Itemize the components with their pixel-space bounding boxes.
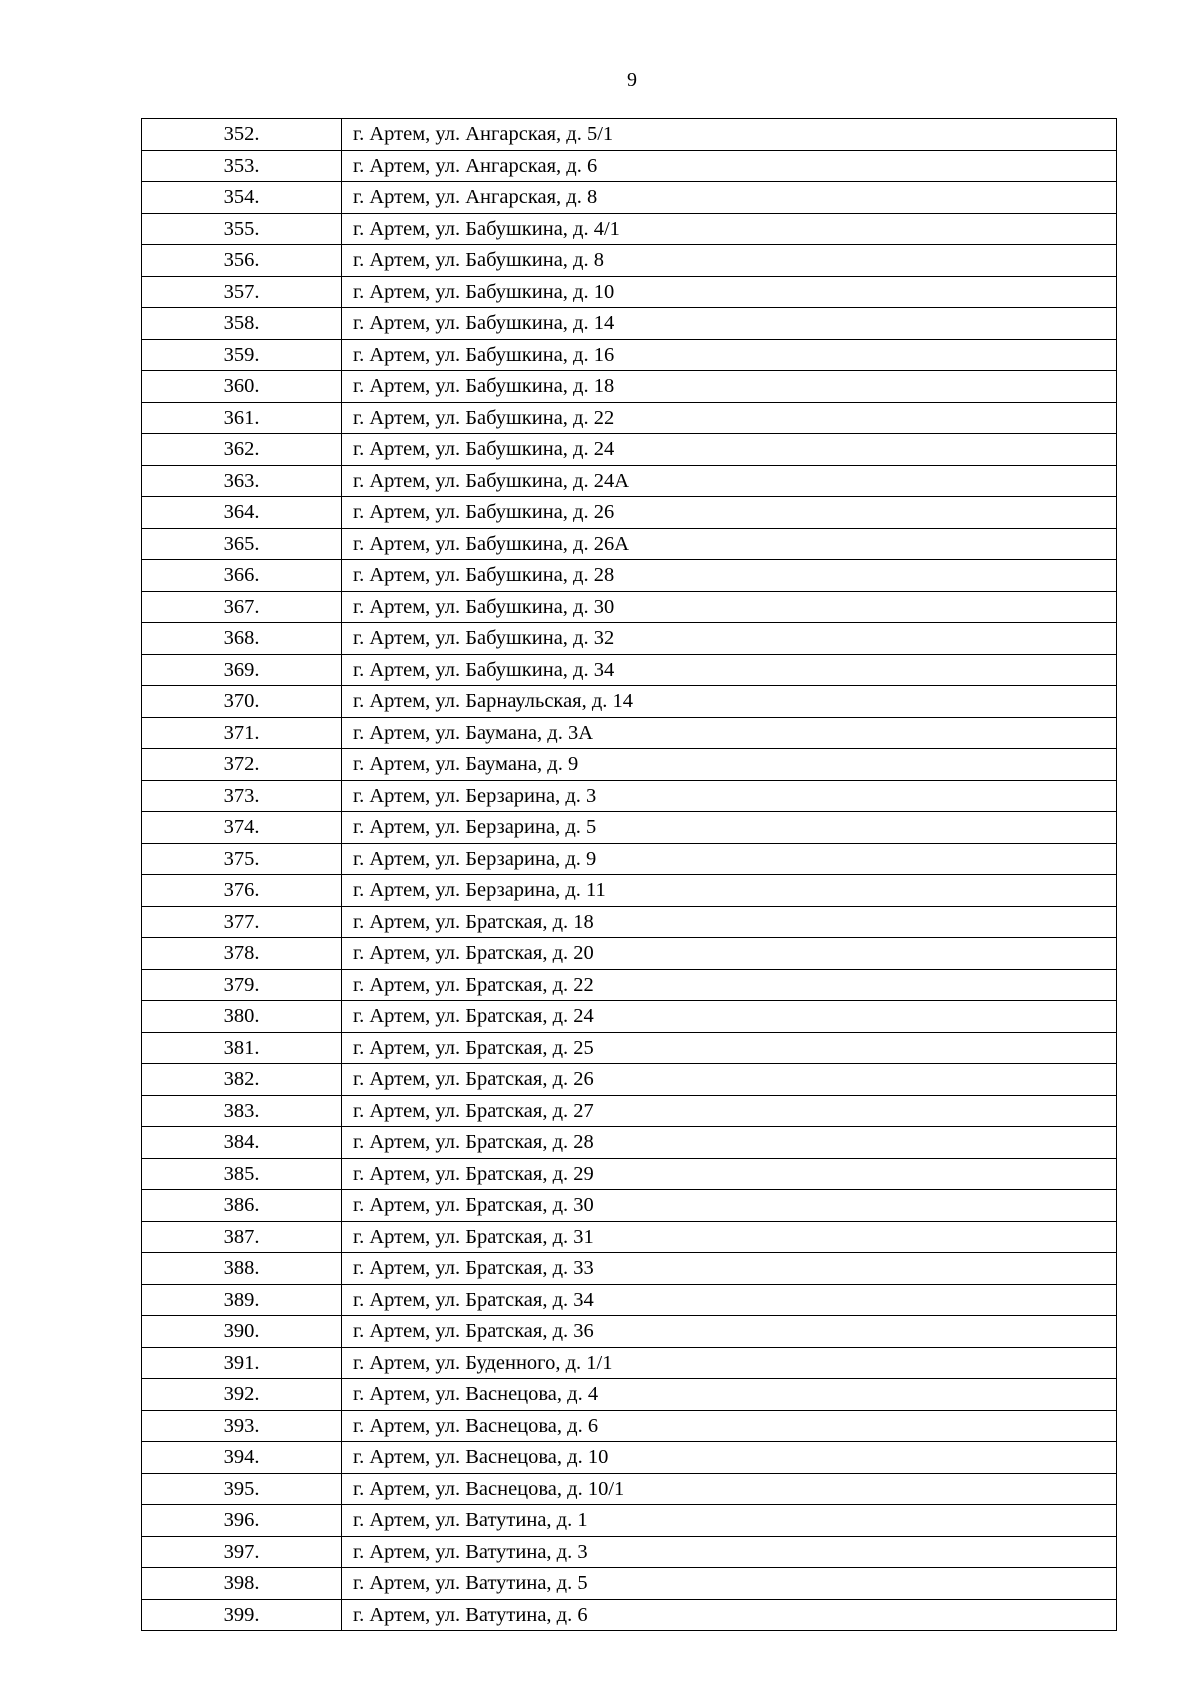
row-number: 375. — [142, 843, 342, 875]
table-row — [142, 591, 1117, 623]
row-number: 354. — [142, 182, 342, 214]
row-number: 352. — [142, 119, 342, 151]
table-row — [142, 528, 1117, 560]
table-row — [142, 402, 1117, 434]
row-address: г. Артем, ул. Бабушкина, д. 24 — [342, 434, 1117, 466]
table-row — [142, 1316, 1117, 1348]
table-row — [142, 276, 1117, 308]
row-address: г. Артем, ул. Ватутина, д. 1 — [342, 1505, 1117, 1537]
row-address: г. Артем, ул. Берзарина, д. 3 — [342, 780, 1117, 812]
row-number: 389. — [142, 1284, 342, 1316]
table-row — [142, 213, 1117, 245]
row-address: г. Артем, ул. Братская, д. 22 — [342, 969, 1117, 1001]
table-row — [142, 749, 1117, 781]
row-number: 365. — [142, 528, 342, 560]
row-number: 396. — [142, 1505, 342, 1537]
row-address: г. Артем, ул. Бабушкина, д. 26А — [342, 528, 1117, 560]
row-number: 376. — [142, 875, 342, 907]
row-address: г. Артем, ул. Бабушкина, д. 16 — [342, 339, 1117, 371]
table-row — [142, 1032, 1117, 1064]
row-number: 386. — [142, 1190, 342, 1222]
row-number: 355. — [142, 213, 342, 245]
row-number: 353. — [142, 150, 342, 182]
table-row — [142, 371, 1117, 403]
table-row — [142, 119, 1117, 151]
row-number: 391. — [142, 1347, 342, 1379]
table-row — [142, 1095, 1117, 1127]
row-address: г. Артем, ул. Васнецова, д. 10/1 — [342, 1473, 1117, 1505]
row-address: г. Артем, ул. Бабушкина, д. 28 — [342, 560, 1117, 592]
row-number: 372. — [142, 749, 342, 781]
row-address: г. Артем, ул. Братская, д. 31 — [342, 1221, 1117, 1253]
row-number: 392. — [142, 1379, 342, 1411]
row-number: 371. — [142, 717, 342, 749]
row-address: г. Артем, ул. Барнаульская, д. 14 — [342, 686, 1117, 718]
table-row — [142, 938, 1117, 970]
table-row — [142, 339, 1117, 371]
row-number: 397. — [142, 1536, 342, 1568]
table-row — [142, 1347, 1117, 1379]
row-number: 360. — [142, 371, 342, 403]
row-number: 382. — [142, 1064, 342, 1096]
table-row — [142, 843, 1117, 875]
table-row — [142, 875, 1117, 907]
row-address: г. Артем, ул. Братская, д. 36 — [342, 1316, 1117, 1348]
table-row — [142, 1253, 1117, 1285]
row-address: г. Артем, ул. Братская, д. 27 — [342, 1095, 1117, 1127]
table-row — [142, 560, 1117, 592]
row-address: г. Артем, ул. Братская, д. 24 — [342, 1001, 1117, 1033]
row-address: г. Артем, ул. Васнецова, д. 10 — [342, 1442, 1117, 1474]
table-row — [142, 1001, 1117, 1033]
row-number: 394. — [142, 1442, 342, 1474]
table-row — [142, 245, 1117, 277]
table-row — [142, 969, 1117, 1001]
row-address: г. Артем, ул. Бабушкина, д. 24А — [342, 465, 1117, 497]
row-address: г. Артем, ул. Братская, д. 26 — [342, 1064, 1117, 1096]
row-number: 362. — [142, 434, 342, 466]
row-address: г. Артем, ул. Берзарина, д. 5 — [342, 812, 1117, 844]
row-address: г. Артем, ул. Баумана, д. 9 — [342, 749, 1117, 781]
row-address: г. Артем, ул. Бабушкина, д. 18 — [342, 371, 1117, 403]
page-number: 9 — [627, 69, 637, 91]
row-number: 373. — [142, 780, 342, 812]
table-row — [142, 1379, 1117, 1411]
row-number: 361. — [142, 402, 342, 434]
row-number: 368. — [142, 623, 342, 655]
row-address: г. Артем, ул. Ватутина, д. 6 — [342, 1599, 1117, 1631]
table-row — [142, 1568, 1117, 1600]
table-row — [142, 1190, 1117, 1222]
table-row — [142, 150, 1117, 182]
row-number: 380. — [142, 1001, 342, 1033]
row-number: 390. — [142, 1316, 342, 1348]
row-number: 388. — [142, 1253, 342, 1285]
row-address: г. Артем, ул. Братская, д. 33 — [342, 1253, 1117, 1285]
row-address: г. Артем, ул. Васнецова, д. 6 — [342, 1410, 1117, 1442]
row-address: г. Артем, ул. Бабушкина, д. 14 — [342, 308, 1117, 340]
row-address: г. Артем, ул. Ангарская, д. 5/1 — [342, 119, 1117, 151]
row-number: 395. — [142, 1473, 342, 1505]
row-number: 383. — [142, 1095, 342, 1127]
row-address: г. Артем, ул. Васнецова, д. 4 — [342, 1379, 1117, 1411]
row-number: 356. — [142, 245, 342, 277]
row-address: г. Артем, ул. Братская, д. 28 — [342, 1127, 1117, 1159]
row-address: г. Артем, ул. Бабушкина, д. 34 — [342, 654, 1117, 686]
row-number: 369. — [142, 654, 342, 686]
row-address: г. Артем, ул. Бабушкина, д. 22 — [342, 402, 1117, 434]
table-row — [142, 182, 1117, 214]
table-row — [142, 1127, 1117, 1159]
table-row — [142, 812, 1117, 844]
table-row — [142, 1536, 1117, 1568]
row-address: г. Артем, ул. Ангарская, д. 6 — [342, 150, 1117, 182]
row-address: г. Артем, ул. Братская, д. 30 — [342, 1190, 1117, 1222]
row-address: г. Артем, ул. Бабушкина, д. 26 — [342, 497, 1117, 529]
row-address: г. Артем, ул. Братская, д. 29 — [342, 1158, 1117, 1190]
row-address: г. Артем, ул. Ангарская, д. 8 — [342, 182, 1117, 214]
table-row — [142, 654, 1117, 686]
row-address: г. Артем, ул. Братская, д. 34 — [342, 1284, 1117, 1316]
row-number: 393. — [142, 1410, 342, 1442]
table-row — [142, 780, 1117, 812]
row-number: 367. — [142, 591, 342, 623]
row-number: 385. — [142, 1158, 342, 1190]
row-number: 358. — [142, 308, 342, 340]
row-number: 363. — [142, 465, 342, 497]
table-row — [142, 434, 1117, 466]
table-row — [142, 623, 1117, 655]
row-number: 398. — [142, 1568, 342, 1600]
row-number: 370. — [142, 686, 342, 718]
row-number: 379. — [142, 969, 342, 1001]
row-number: 359. — [142, 339, 342, 371]
row-number: 381. — [142, 1032, 342, 1064]
table-row — [142, 1442, 1117, 1474]
row-address: г. Артем, ул. Бабушкина, д. 8 — [342, 245, 1117, 277]
table-row — [142, 308, 1117, 340]
row-address: г. Артем, ул. Ватутина, д. 5 — [342, 1568, 1117, 1600]
row-address: г. Артем, ул. Бабушкина, д. 32 — [342, 623, 1117, 655]
row-number: 377. — [142, 906, 342, 938]
row-number: 378. — [142, 938, 342, 970]
row-address: г. Артем, ул. Бабушкина, д. 10 — [342, 276, 1117, 308]
row-number: 366. — [142, 560, 342, 592]
row-number: 364. — [142, 497, 342, 529]
row-address: г. Артем, ул. Бабушкина, д. 30 — [342, 591, 1117, 623]
row-address: г. Артем, ул. Бабушкина, д. 4/1 — [342, 213, 1117, 245]
table-row — [142, 1064, 1117, 1096]
table-row — [142, 1410, 1117, 1442]
table-row — [142, 1599, 1117, 1631]
table-row — [142, 497, 1117, 529]
table-row — [142, 1284, 1117, 1316]
table-row — [142, 717, 1117, 749]
row-address: г. Артем, ул. Ватутина, д. 3 — [342, 1536, 1117, 1568]
row-number: 374. — [142, 812, 342, 844]
table-row — [142, 686, 1117, 718]
row-address: г. Артем, ул. Берзарина, д. 9 — [342, 843, 1117, 875]
row-number: 399. — [142, 1599, 342, 1631]
row-address: г. Артем, ул. Буденного, д. 1/1 — [342, 1347, 1117, 1379]
table-row — [142, 1221, 1117, 1253]
row-address: г. Артем, ул. Баумана, д. 3А — [342, 717, 1117, 749]
table-row — [142, 906, 1117, 938]
row-address: г. Артем, ул. Братская, д. 25 — [342, 1032, 1117, 1064]
address-table-body — [142, 119, 1117, 1631]
table-row — [142, 1505, 1117, 1537]
table-row — [142, 1473, 1117, 1505]
row-number: 384. — [142, 1127, 342, 1159]
table-row — [142, 465, 1117, 497]
row-address: г. Артем, ул. Берзарина, д. 11 — [342, 875, 1117, 907]
table-row — [142, 1158, 1117, 1190]
row-number: 357. — [142, 276, 342, 308]
row-number: 387. — [142, 1221, 342, 1253]
row-address: г. Артем, ул. Братская, д. 20 — [342, 938, 1117, 970]
row-address: г. Артем, ул. Братская, д. 18 — [342, 906, 1117, 938]
address-table — [141, 118, 1117, 1631]
